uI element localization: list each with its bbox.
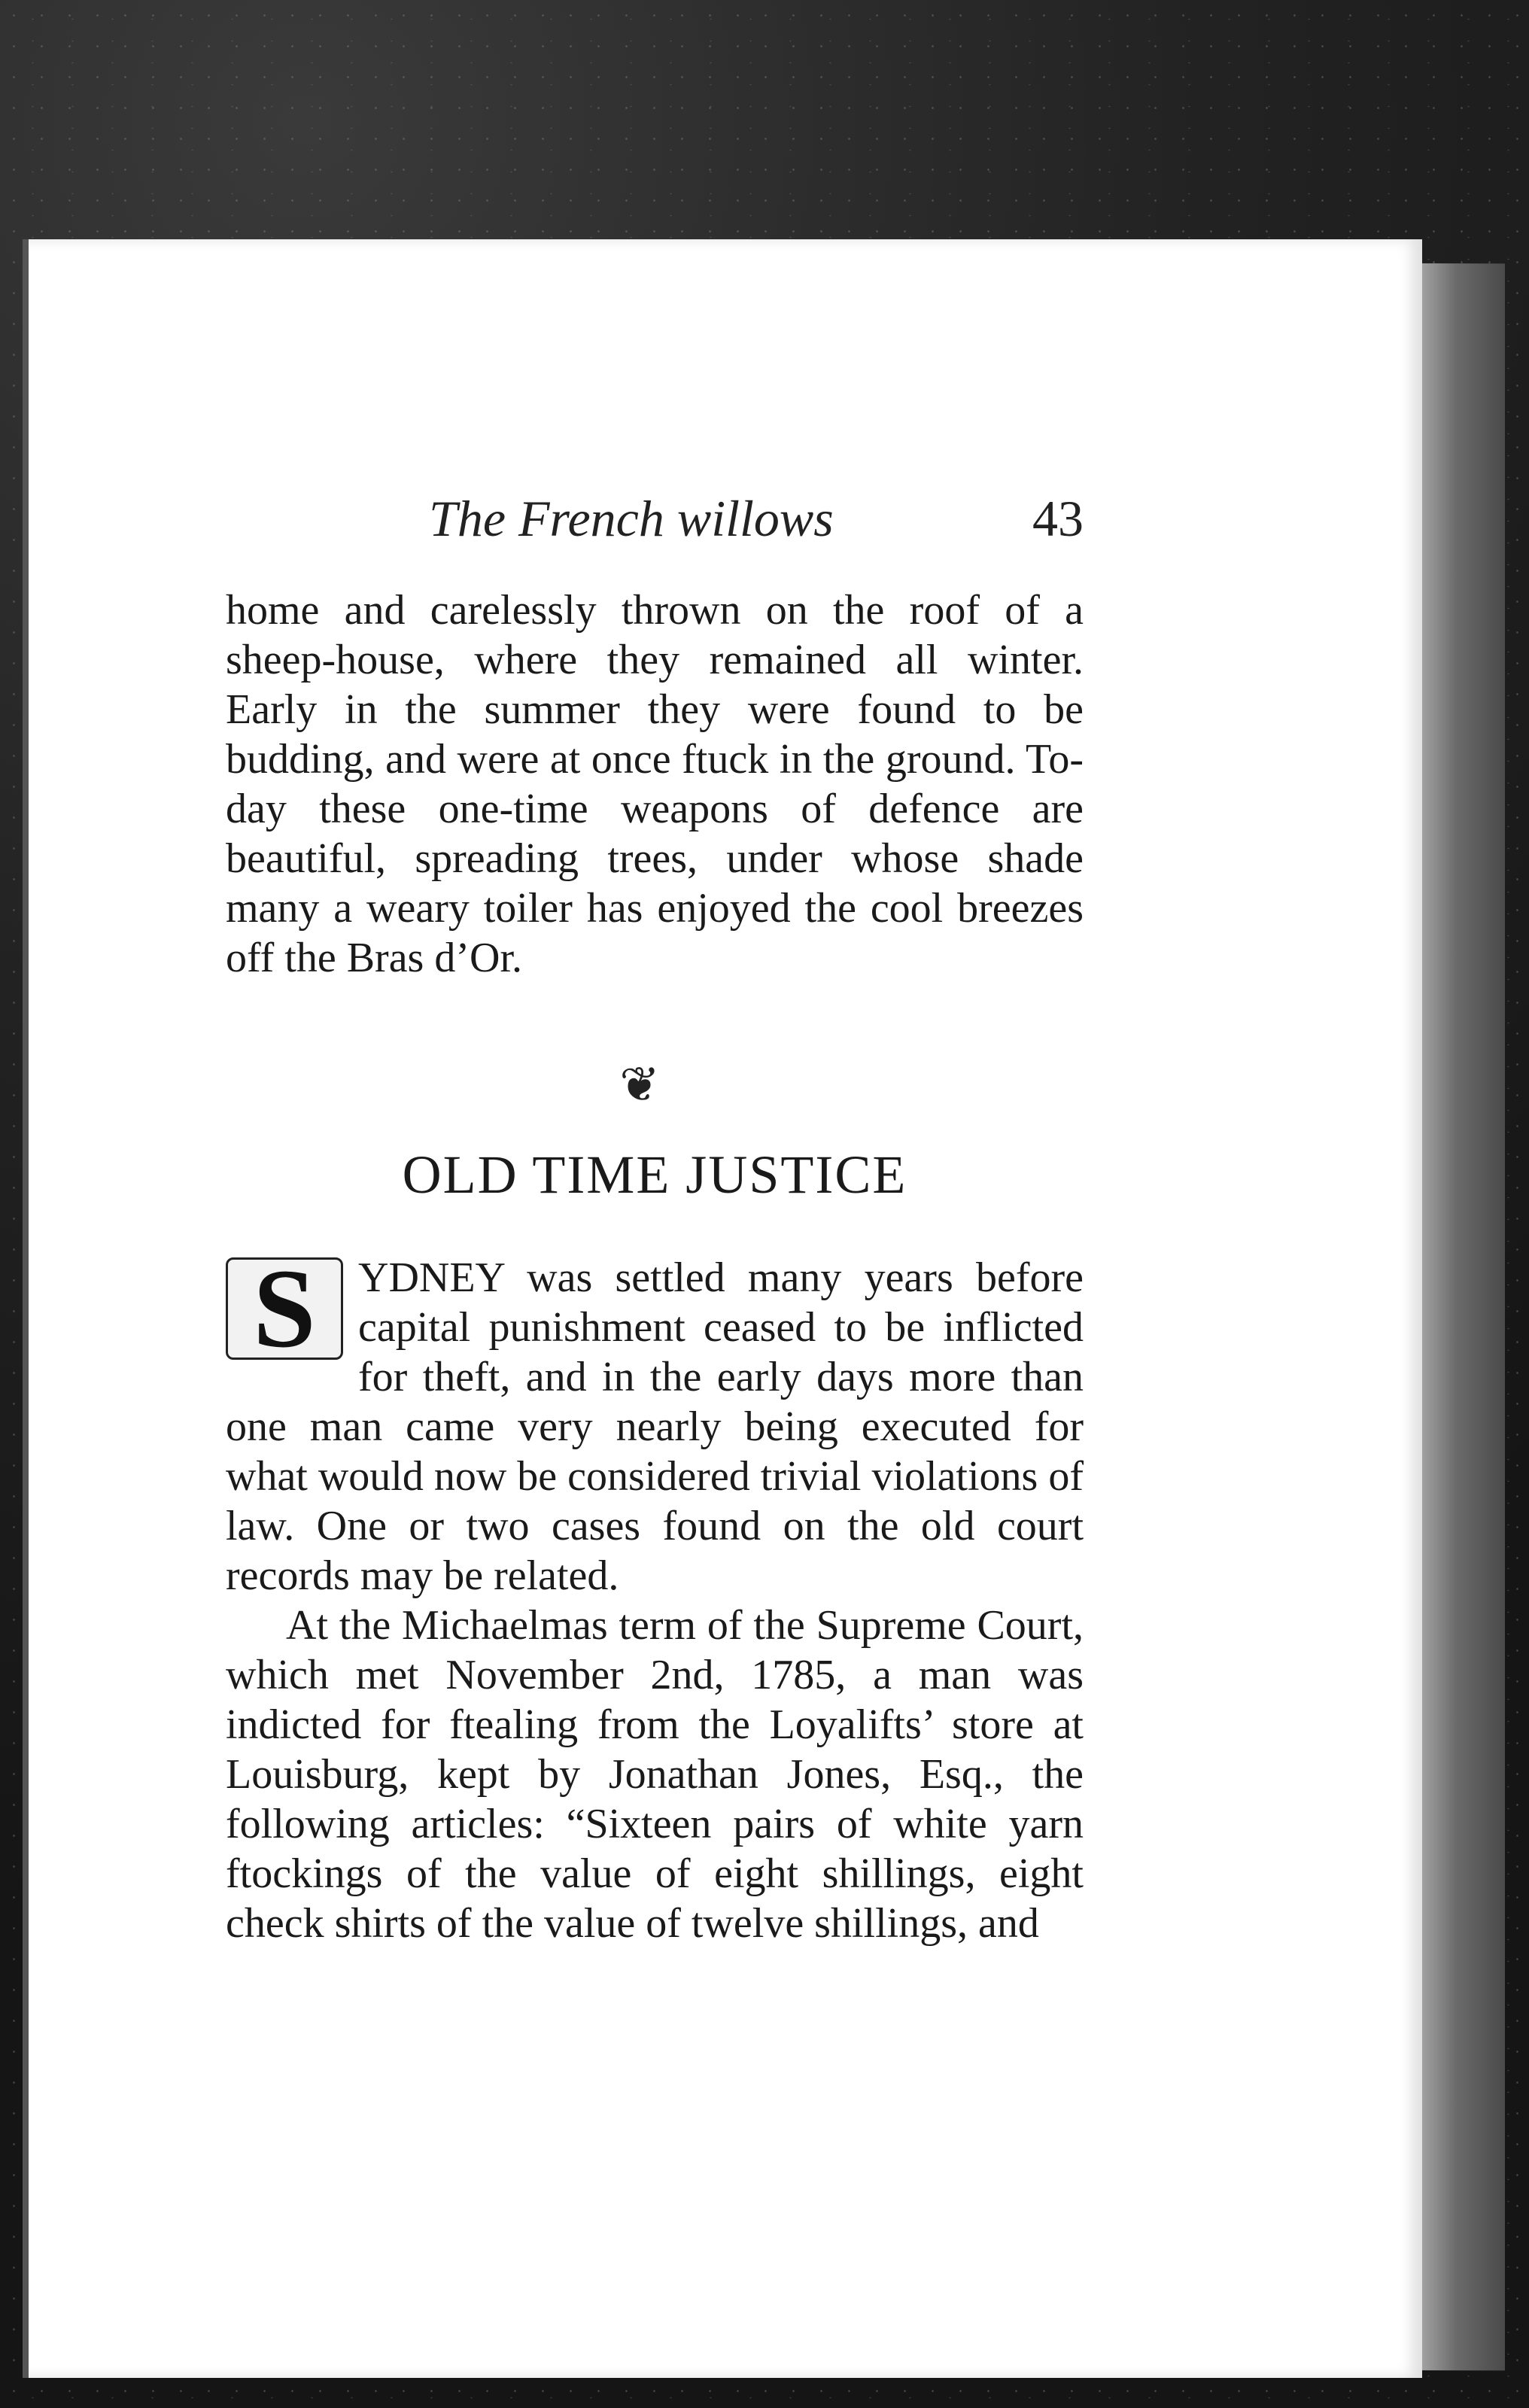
paragraph-french-willows-continued: home and carelessly thrown on the roof of a sheep-house, where they remained all winter. Early in the summer they were found to be budding, and were at once ftuck in the ground. To-day these one-time weapons of defence are beautiful, spreading trees, under whose shade many a weary toiler has enjoyed the cool breezes off the Bras d’Or. [226, 587, 1084, 981]
section-heading: OLD TIME JUSTICE [402, 1145, 907, 1205]
paragraph-sydney-intro [226, 1246, 1084, 1601]
page-number: 43 [1032, 490, 1084, 547]
body-text-section [226, 1246, 1084, 1948]
paragraph-michaelmas-term: At the Michaelmas term of the Supreme Court, which met November 2nd, 1785, a man was indicted for ftealing from the Loyalifts’ store at Louisburg, kept by Jonathan Jones, Esq., the following articles: “Sixteen pairs of white yarn ftockings of the value of eight shillings, eight check shirts of the value of twelve shillings, and [226, 1602, 1084, 1947]
page-gutter-edge [23, 239, 29, 2378]
body-text-top [226, 585, 1084, 983]
drop-cap-initial: S [226, 1257, 343, 1360]
running-head-title: The French willows [429, 490, 834, 547]
fleuron-ornament-icon: ❦ [619, 1058, 660, 1111]
running-head [429, 489, 1084, 564]
paragraph-sydney-text: YDNEY was settled many years before capital punishment ceased to be inflicted for theft, and in the early days more than one man came very nearly being executed for what would now be considered trivial violations of law. One or two cases found on the old court records may be related. [226, 1254, 1084, 1599]
